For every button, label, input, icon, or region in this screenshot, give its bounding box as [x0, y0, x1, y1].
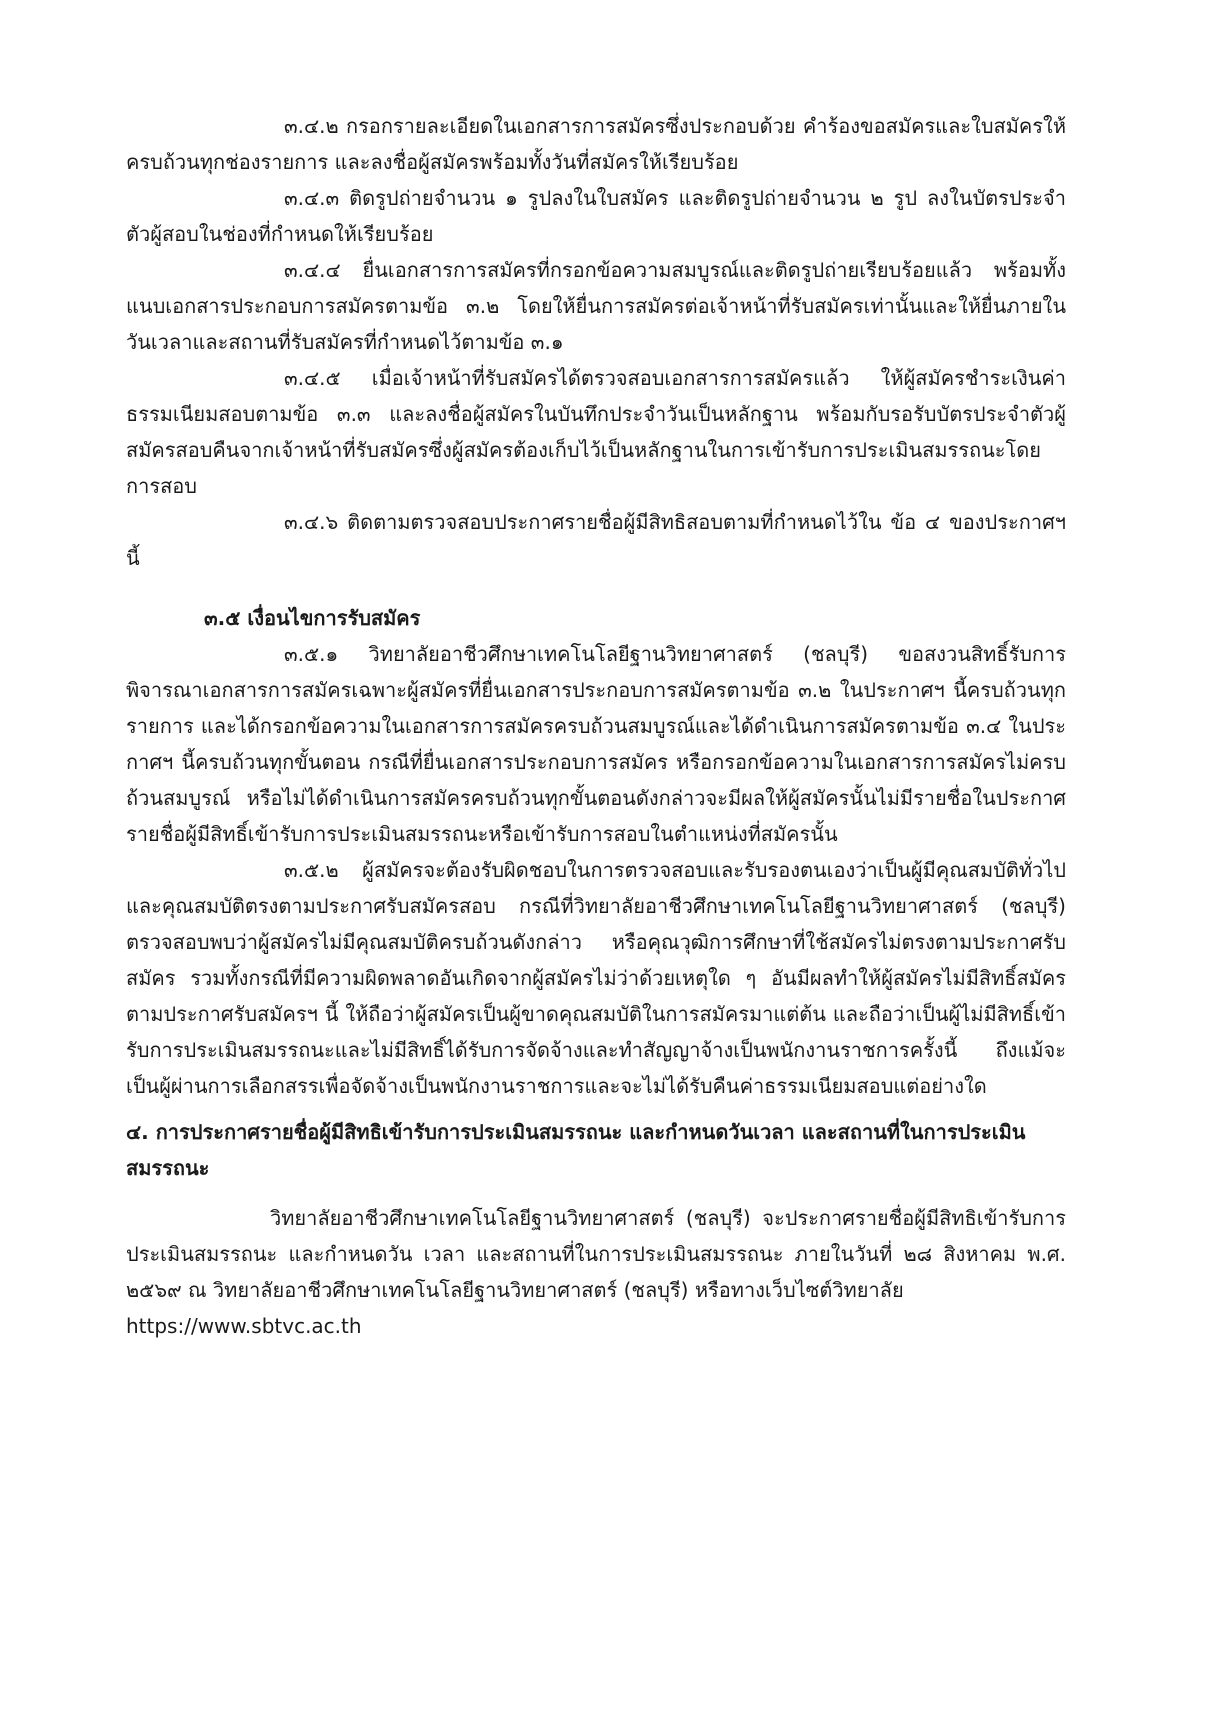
- college-website-link[interactable]: https://www.sbtvc.ac.th: [126, 1314, 362, 1338]
- paragraph-3-5-1: ๓.๕.๑ วิทยาลัยอาชีวศึกษาเทคโนโลยีฐานวิทยาศาสตร์ (ชลบุรี) ขอสงวนสิทธิ์รับการพิจารณาเอกสารการสมัครเฉพาะผู้สมัครที่ยื่นเอกสารประกอบการสมัครตามข้อ ๓.๒ ในประกาศฯ นี้ครบถ้วนทุกรายการ และได้กรอกข้อความในเอกสารการสมัครครบถ้วนสมบูรณ์และได้ดำเนินการสมัครตามข้อ ๓.๔ ในประกาศฯ นี้ครบถ้วนทุกขั้นตอน กรณีที่ยื่นเอกสารประกอบการสมัคร หรือกรอกข้อความในเอกสารการสมัครไม่ครบถ้วนสมบูรณ์ หรือไม่ได้ดำเนินการสมัครครบถ้วนทุกขั้นตอนดังกล่าวจะมีผลให้ผู้สมัครนั้นไม่มีรายชื่อในประกาศรายชื่อผู้มีสิทธิ์เข้ารับการประเมินสมรรถนะหรือเข้ารับการสอบในตำแหน่งที่สมัครนั้น: [126, 642, 1066, 846]
- paragraph-3-4-4: ๓.๔.๔ ยื่นเอกสารการสมัครที่กรอกข้อความสมบูรณ์และติดรูปถ่ายเรียบร้อยแล้ว พร้อมทั้งแนบเอกสารประกอบการสมัครตามข้อ ๓.๒ โดยให้ยื่นการสมัครต่อเจ้าหน้าที่รับสมัครเท่านั้นและให้ยื่นภายในวันเวลาและสถานที่รับสมัครที่กำหนดไว้ตามข้อ ๓.๑: [126, 258, 1066, 354]
- paragraph-3-4-6: ๓.๔.๖ ติดตามตรวจสอบประกาศรายชื่อผู้มีสิทธิสอบตามที่กำหนดไว้ใน ข้อ ๔ ของประกาศฯ นี้: [126, 510, 1066, 570]
- paragraph-3-4-5: ๓.๔.๕ เมื่อเจ้าหน้าที่รับสมัครได้ตรวจสอบเอกสารการสมัครแล้ว ให้ผู้สมัครชำระเงินค่าธรรมเนียมสอบตามข้อ ๓.๓ และลงชื่อผู้สมัครในบันทึกประจำวันเป็นหลักฐาน พร้อมกับรอรับบัตรประจำตัวผู้สมัครสอบคืนจากเจ้าหน้าที่รับสมัครซึ่งผู้สมัครต้องเก็บไว้เป็นหลักฐานในการเข้ารับการประเมินสมรรถนะโดยการสอบ: [126, 366, 1066, 498]
- paragraph-3-4-2: ๓.๔.๒ กรอกรายละเอียดในเอกสารการสมัครซึ่งประกอบด้วย คำร้องขอสมัครและใบสมัครให้ครบถ้วนทุกช่องรายการ และลงชื่อผู้สมัครพร้อมทั้งวันที่สมัครให้เรียบร้อย: [126, 114, 1066, 174]
- paragraph-3-4-3: ๓.๔.๓ ติดรูปถ่ายจำนวน ๑ รูปลงในใบสมัคร และติดรูปถ่ายจำนวน ๒ รูป ลงในบัตรประจำตัวผู้สอบในช่องที่กำหนดให้เรียบร้อย: [126, 186, 1066, 246]
- paragraph-3-5-2: ๓.๕.๒ ผู้สมัครจะต้องรับผิดชอบในการตรวจสอบและรับรองตนเองว่าเป็นผู้มีคุณสมบัติทั่วไปและคุณสมบัติตรงตามประกาศรับสมัครสอบ กรณีที่วิทยาลัยอาชีวศึกษาเทคโนโลยีฐานวิทยาศาสตร์ (ชลบุรี) ตรวจสอบพบว่าผู้สมัครไม่มีคุณสมบัติครบถ้วนดังกล่าว หรือคุณวุฒิการศึกษาที่ใช้สมัครไม่ตรงตามประกาศรับสมัคร รวมทั้งกรณีที่มีความผิดพลาดอันเกิดจากผู้สมัครไม่ว่าด้วยเหตุใด ๆ อันมีผลทำให้ผู้สมัครไม่มีสิทธิ์สมัครตามประกาศรับสมัครฯ นี้ ให้ถือว่าผู้สมัครเป็นผู้ขาดคุณสมบัติในการสมัครมาแต่ต้น และถือว่าเป็นผู้ไม่มีสิทธิ์เข้ารับการประเมินสมรรถนะและไม่มีสิทธิ์ได้รับการจัดจ้างและทำสัญญาจ้างเป็นพนักงานราชการครั้งนี้ ถึงแม้จะเป็นผู้ผ่านการเลือกสรรเพื่อจัดจ้างเป็นพนักงานราชการและจะไม่ได้รับคืนค่าธรรมเนียมสอบแต่อย่างใด: [126, 858, 1066, 1098]
- section-3-5-heading: ๓.๕ เงื่อนไขการรับสมัคร: [204, 606, 421, 630]
- paragraph-4-body: วิทยาลัยอาชีวศึกษาเทคโนโลยีฐานวิทยาศาสตร์ (ชลบุรี) จะประกาศรายชื่อผู้มีสิทธิเข้ารับการประเมินสมรรถนะ และกำหนดวัน เวลา และสถานที่ในการประเมินสมรรถนะ ภายในวันที่ ๒๘ สิงหาคม พ.ศ. ๒๕๖๙ ณ วิทยาลัยอาชีวศึกษาเทคโนโลยีฐานวิทยาศาสตร์ (ชลบุรี) หรือทางเว็บไซต์วิทยาลัย: [126, 1206, 1066, 1302]
- section-4-heading: ๔. การประกาศรายชื่อผู้มีสิทธิเข้ารับการประเมินสมรรถนะ และกำหนดวันเวลา และสถานที่ในการประเมินสมรรถนะ: [126, 1120, 1026, 1180]
- document-body: [126, 108, 1066, 1344]
